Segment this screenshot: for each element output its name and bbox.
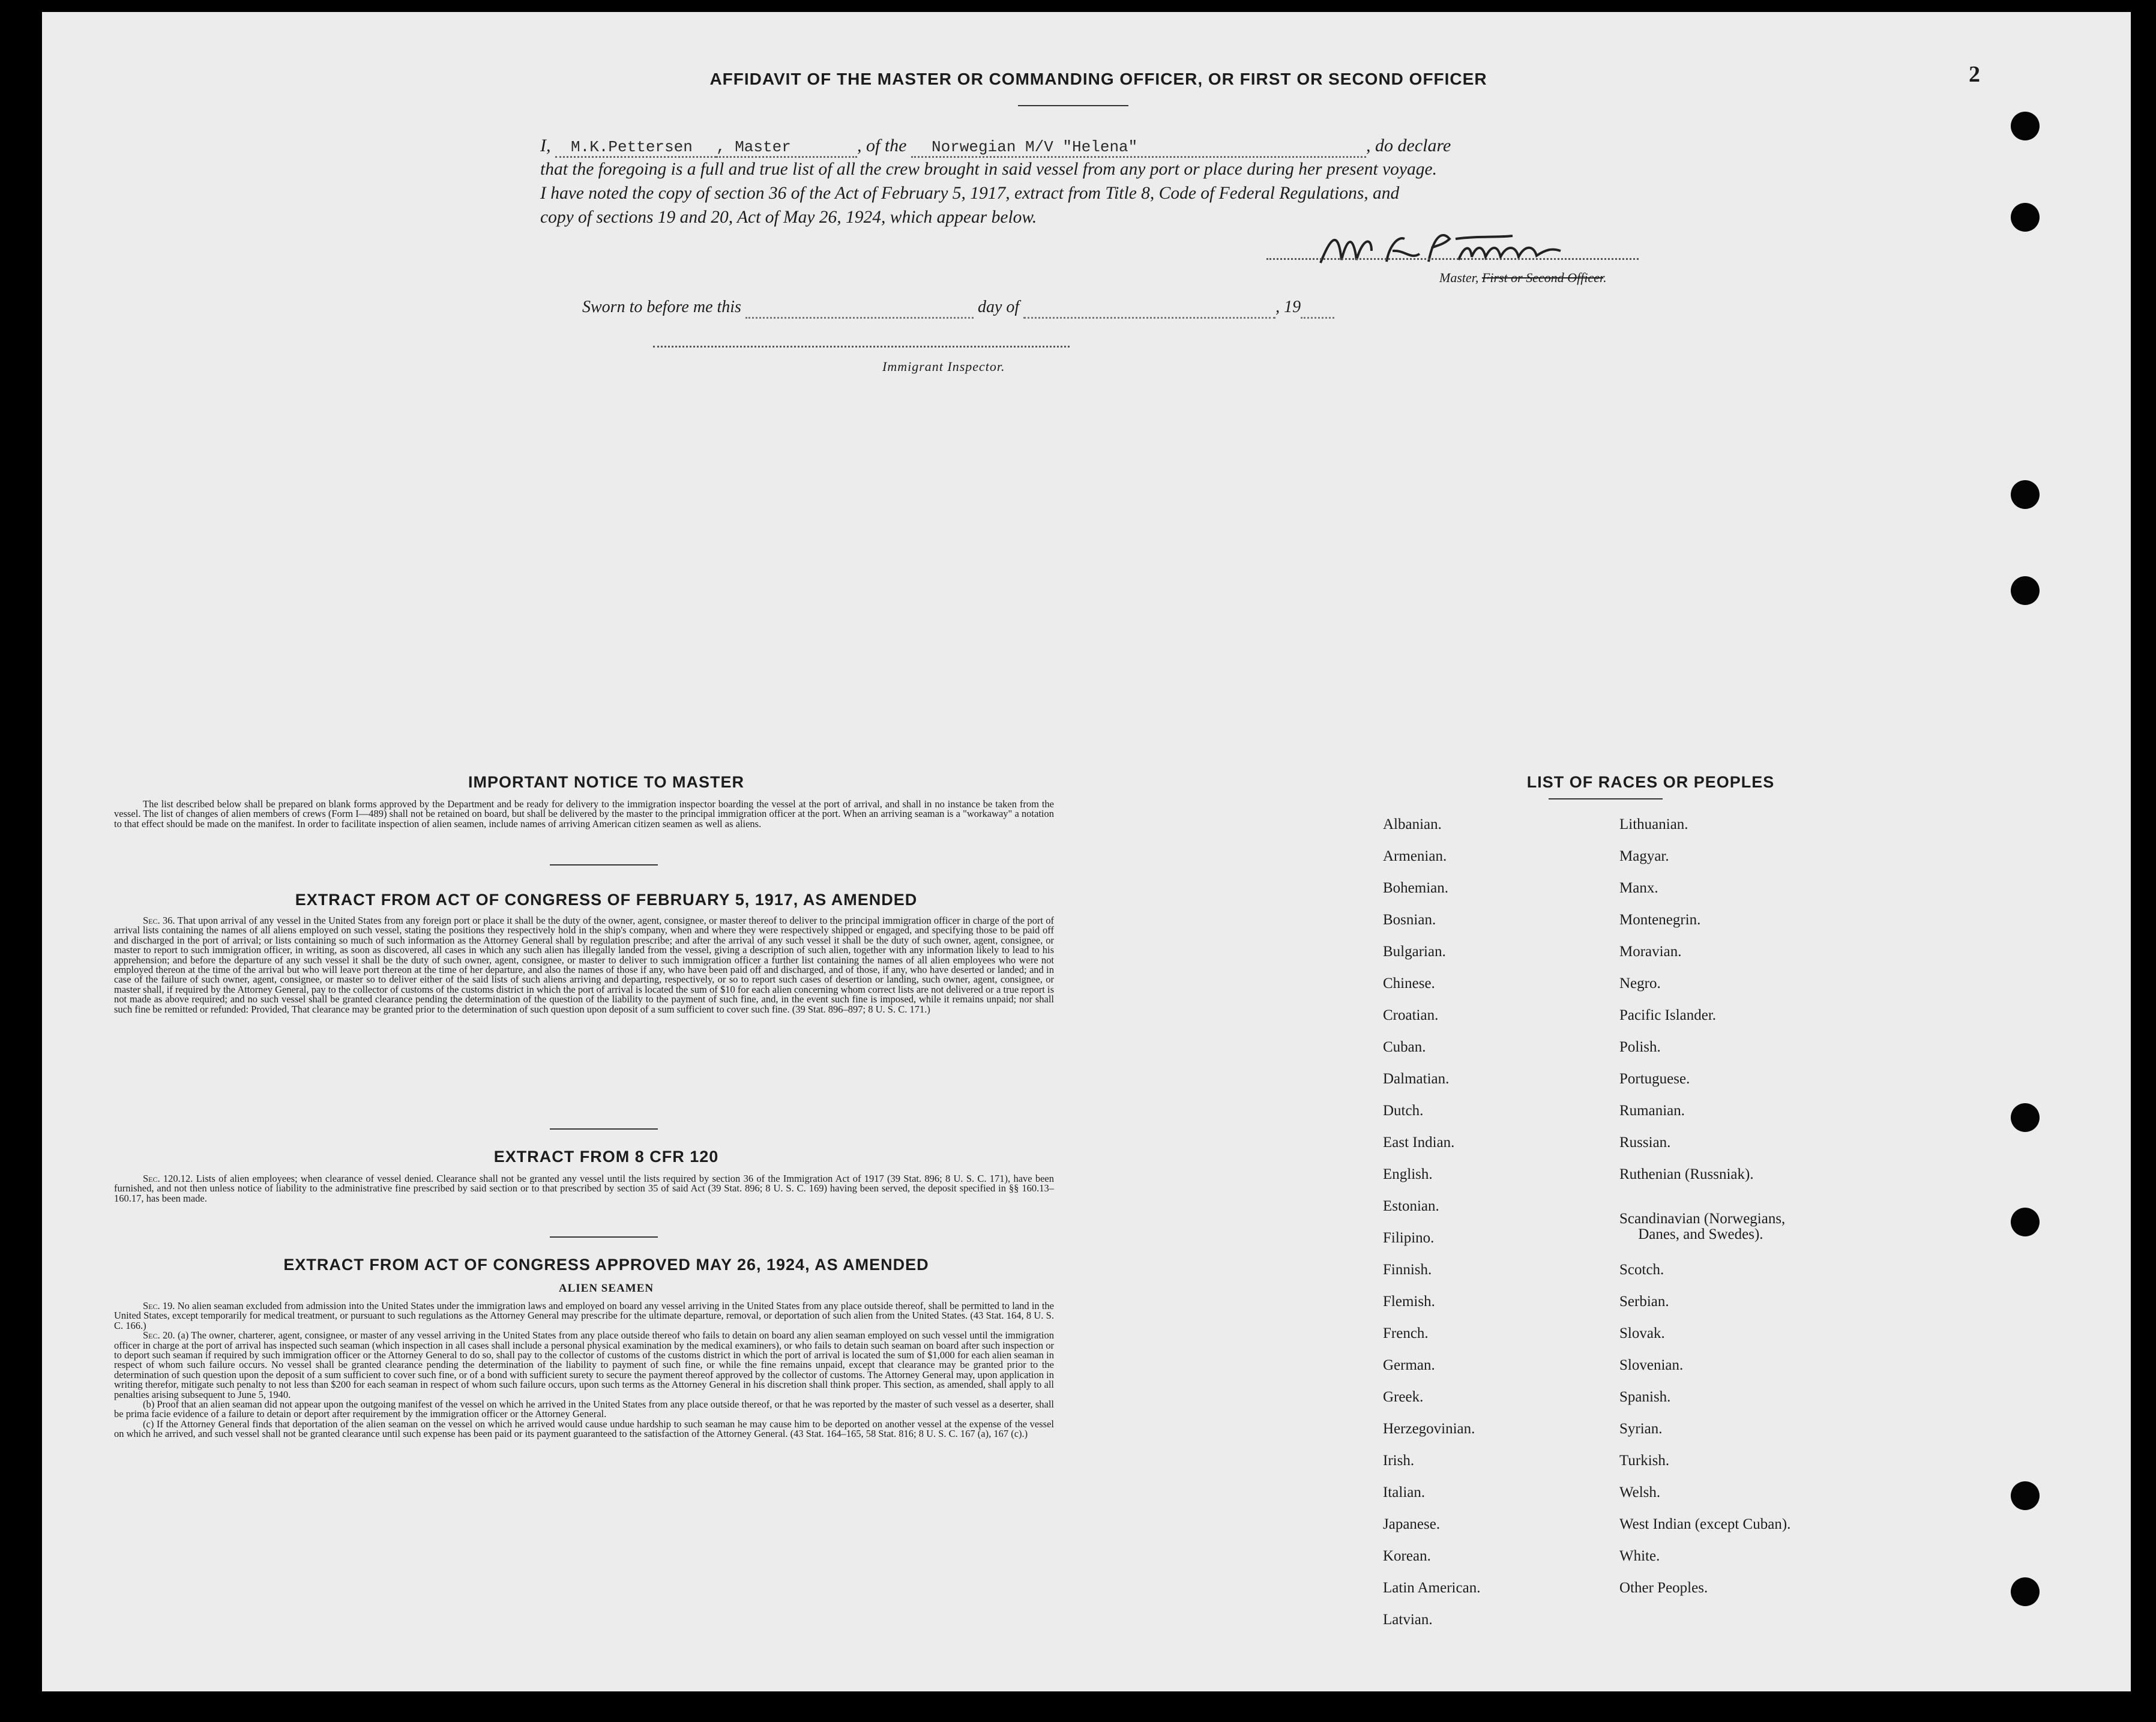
punch-hole (2011, 1103, 2040, 1132)
race-item: Slovenian. (1619, 1357, 1684, 1373)
race-item: Moravian. (1619, 944, 1682, 960)
race-item: Magyar. (1619, 848, 1669, 864)
affidavit-line-1: I, M.K.Pettersen , Master , of the Norwegian M/V "Helena" , do declare (540, 136, 1451, 158)
race-item: Latin American. (1383, 1580, 1481, 1596)
punch-hole (2011, 203, 2040, 232)
race-item: Albanian. (1383, 816, 1442, 832)
race-item: French. (1383, 1325, 1429, 1341)
race-item: Manx. (1619, 880, 1658, 896)
race-item: English. (1383, 1166, 1433, 1182)
affidavit-title: AFFIDAVIT OF THE MASTER OR COMMANDING OFFICER, OR FIRST OR SECOND OFFICER (709, 70, 1487, 88)
race-item: Flemish. (1383, 1293, 1435, 1310)
race-item: Syrian. (1619, 1421, 1663, 1437)
race-item: Lithuanian. (1619, 816, 1688, 832)
race-item: Slovak. (1619, 1325, 1665, 1341)
races-right-column (1619, 816, 1956, 1657)
inspector-caption: Immigrant Inspector. (882, 359, 1005, 374)
race-item: Finnish. (1383, 1262, 1432, 1278)
punch-hole (2011, 1481, 2040, 1510)
race-item: Croatian. (1383, 1007, 1439, 1023)
races-left-column (1383, 816, 1611, 1657)
sworn-year-field[interactable] (1301, 298, 1334, 319)
divider (1549, 798, 1663, 799)
extract-1924-title: EXTRACT FROM ACT OF CONGRESS APPROVED MAY 26, 1924, AS AMENDED (283, 1256, 929, 1274)
affidavit-line-2: that the foregoing is a full and true list of all the crew brought in said vessel from any port or place during her present voyage. (540, 160, 1437, 179)
race-item: Korean. (1383, 1548, 1431, 1564)
punch-hole (2011, 112, 2040, 140)
race-item: White. (1619, 1548, 1660, 1564)
extract-cfr-text: Sec. 120.12. Lists of alien employees; when clearance of vessel denied. Clearance shall not be granted any vessel until the lists required by section 36 of the Immigration Act of 1917 (39 Stat. 896; 8 U. S. C. 171), have been furnished, and not then unless notice of liability to the administrative fine prescribed by said section or to that prescribed by section 35 of said Act (39 Stat. 896; 8 U. S. C. 169) having been served, the deposit specified in §§ 160.13–160.17, has been made. (114, 1173, 1055, 1204)
race-item: West Indian (except Cuban). (1619, 1516, 1791, 1532)
race-item: Bulgarian. (1383, 944, 1446, 960)
race-item: Ruthenian (Russniak). (1619, 1166, 1754, 1182)
race-item: Chinese. (1383, 975, 1435, 992)
punch-hole (2011, 576, 2040, 605)
divider (1018, 105, 1128, 106)
divider (550, 1236, 658, 1238)
affidavit-line-3: I have noted the copy of section 36 of the Act of February 5, 1917, extract from Title 8, Code of Federal Regulations, and (540, 184, 1400, 203)
race-item: Japanese. (1383, 1516, 1441, 1532)
affidavit-line-4: copy of sections 19 and 20, Act of May 26, 1924, which appear below. (540, 208, 1037, 227)
race-item: Cuban. (1383, 1039, 1426, 1055)
race-item: Scotch. (1619, 1262, 1664, 1278)
extract-cfr-title: EXTRACT FROM 8 CFR 120 (493, 1148, 719, 1166)
race-item: Latvian. (1383, 1612, 1433, 1628)
punch-hole (2011, 1577, 2040, 1606)
race-item: Serbian. (1619, 1293, 1669, 1310)
punch-hole (2011, 1208, 2040, 1236)
signature-caption: Master, First or Second Officer. (1439, 270, 1607, 285)
race-item: German. (1383, 1357, 1435, 1373)
sworn-month-field[interactable] (1023, 298, 1275, 319)
race-item: Filipino. (1383, 1230, 1435, 1246)
extract-1924-text: Sec. 19. No alien seaman excluded from admission into the United States under the immigration laws and employed on board any vessel arriving in the United States from any place outside thereof, shall be permitted to land in the United States, except temporarily for medical treatment, or pursuant to such regulations as the Attorney General may prescribe for the ultimate departure, removal, or deportation of such alien from the United States. (43 Stat. 164, 8 U. S. C. 166.) Sec. 20. (a) The owner, charterer, agent, consignee, or master of any vessel arriving in the United States from any place outside thereof who fails to detain on board any alien seaman employed on such vessel until the immigration officer in charge at the port of arrival has inspected such seaman (which inspection in all cases shall include a personal physical examination by the medical examiners), or who fails to detain such seaman on board after such inspection or to deport such seaman if required by such immigration officer or the Attorney General to do so, shall pay to the collector of customs of the customs district in which the port of arrival is located the sum of $1,000 for each alien seaman in respect of whom such failure occurs. No vessel shall be granted clearance pending the determination of the liability to payment of such fine, or while the fine remains unpaid, except that clearance may be granted prior to the determination of such question upon the deposit of a sum sufficient to cover such fine, or of a bond with sufficient surety to secure the payment thereof approved by the collector of customs. The Attorney General may, upon application in writing therefor, mitigate such penalty to not less than $200 for each seaman in respect of whom such failure occurs, upon such terms as the Attorney General in his discretion shall think proper. This section, as amended, shall apply to all penalties arising subsequent to June 5, 1940. (b) Proof that an alien seaman did not appear upon the outgoing manifest of the vessel on which he arrived in the United States from any place outside thereof, or that he was reported by the master of such vessel as a deserter, shall be prima facie evidence of a failure to detain or deport after requirement by the immigration officer or the Attorney General. (c) If the Attorney General finds that deportation of the alien seaman on the vessel on which he arrived would cause undue hardship to such seaman he may cause him to be deported on another vessel at the expense of the vessel on which he arrived, and such vessel shall not be granted clearance until such expense has been paid or its payment guaranteed to the satisfaction of the Attorney General. (43 Stat. 164–165, 58 Stat. 816; 8 U. S. C. 167 (a), 167 (c).) (114, 1300, 1055, 1440)
master-title-field[interactable]: , Master (716, 138, 857, 158)
race-item: Italian. (1383, 1484, 1426, 1501)
race-item: Greek. (1383, 1389, 1424, 1405)
race-item: Estonian. (1383, 1198, 1439, 1214)
race-item: Dalmatian. (1383, 1071, 1450, 1087)
race-item: Polish. (1619, 1039, 1661, 1055)
notice-text: The list described below shall be prepared on blank forms approved by the Department and be ready for delivery to the immigration inspector boarding the vessel at the port of arrival, and shall in no instance be taken from the vessel. The list of changes of alien members of crews (Form I—489) shall not be retained on board, but shall be delivered by the master to the principal immigration officer at the port. When an arriving seaman is a "workaway" a notation to that effect should be made on the manifest. In order to facilitate inspection of alien seamen, include names of arriving American citizen seamen as well as aliens. (114, 798, 1054, 829)
race-item: Scandinavian (Norwegians, Danes, and Swedes). (1619, 1211, 1786, 1242)
alien-seamen-subtitle: ALIEN SEAMEN (558, 1282, 654, 1295)
race-item: Bohemian. (1383, 880, 1449, 896)
signature-line (1266, 258, 1639, 260)
form-page (42, 12, 2131, 1691)
vessel-name-field[interactable]: Norwegian M/V "Helena" (911, 138, 1366, 158)
race-item: Other Peoples. (1619, 1580, 1708, 1596)
notice-title: IMPORTANT NOTICE TO MASTER (468, 773, 744, 791)
race-item: Spanish. (1619, 1389, 1671, 1405)
race-item: Herzegovinian. (1383, 1421, 1475, 1437)
race-item: Turkish. (1619, 1453, 1670, 1469)
race-item: Armenian. (1383, 848, 1447, 864)
extract-1917-text: Sec. 36. That upon arrival of any vessel in the United States from any foreign port or place it shall be the duty of the owner, agent, consignee, or master thereof to deliver to the principal immigration officer in charge of the port of arrival lists containing the names of all aliens employed on such vessel, stating the positions they respectively hold in the ship's company, when and where they were respectively shipped or engaged, and specifying those to be paid off and discharged in the port of arrival; or lists containing so much of such information as the Attorney General shall by regulation prescribe; and after the arrival of any such vessel it shall be the duty of such owner, agent, consignee, or master to report to such immigration officer, in writing, as soon as discovered, all cases in which any such alien has illegally landed from the vessel, giving a description of such alien, together with any information likely to lead to his apprehension; and before the departure of any such vessel it shall be the duty of such owner, agent, consignee, or master to deliver to such immigration officer a further list containing the names of all alien employees who were not employed thereon at the time of the arrival but who will leave port thereon at the time of her departure, and also the names of those if any, who have been paid off and discharged, and of those, if any, who have deserted or landed; and in case of the failure of such owner, agent, consignee, or master so to deliver either of the said lists of such aliens arriving and departing, respectively, or so to report such cases of desertion or landing, such owner, agent, consignee, or master shall, if required by the Attorney General, pay to the collector of customs of the customs district in which the port of arrival is located the sum of $10 for each alien concerning whom correct lists are not delivered or a true report is not made as above required; and no such vessel shall be granted clearance pending the determination of the question of the liability to the payment of such fine, and, in the event such fine is imposed, while it remains unpaid; nor shall such fine be remitted or refunded: Provided, That clearance may be granted prior to the determination of such question upon deposit of a sum sufficient to cover such fine. (39 Stat. 896–897; 8 U. S. C. 171.) (114, 915, 1054, 1015)
race-item: Portuguese. (1619, 1071, 1690, 1087)
race-item: Montenegrin. (1619, 912, 1701, 928)
divider (550, 1128, 658, 1130)
inspector-signature-line[interactable] (653, 346, 1070, 348)
master-signature (1314, 227, 1579, 269)
master-name-field[interactable]: M.K.Pettersen (555, 138, 716, 158)
page-number-mark: 2 (1969, 62, 1980, 87)
race-item: Russian. (1619, 1134, 1671, 1151)
race-item: East Indian. (1383, 1134, 1455, 1151)
punch-hole (2011, 480, 2040, 509)
divider (550, 864, 658, 866)
sworn-day-field[interactable] (745, 298, 974, 319)
race-item: Irish. (1383, 1453, 1415, 1469)
extract-1917-title: EXTRACT FROM ACT OF CONGRESS OF FEBRUARY 5, 1917, AS AMENDED (295, 891, 918, 909)
race-item: Bosnian. (1383, 912, 1436, 928)
race-item: Welsh. (1619, 1484, 1661, 1501)
race-item: Pacific Islander. (1619, 1007, 1717, 1023)
race-item: Dutch. (1383, 1103, 1424, 1119)
sworn-line: Sworn to before me this day of , 19 (582, 298, 1334, 319)
race-item: Negro. (1619, 975, 1661, 992)
races-title: LIST OF RACES OR PEOPLES (1526, 773, 1775, 791)
race-item: Rumanian. (1619, 1103, 1685, 1119)
